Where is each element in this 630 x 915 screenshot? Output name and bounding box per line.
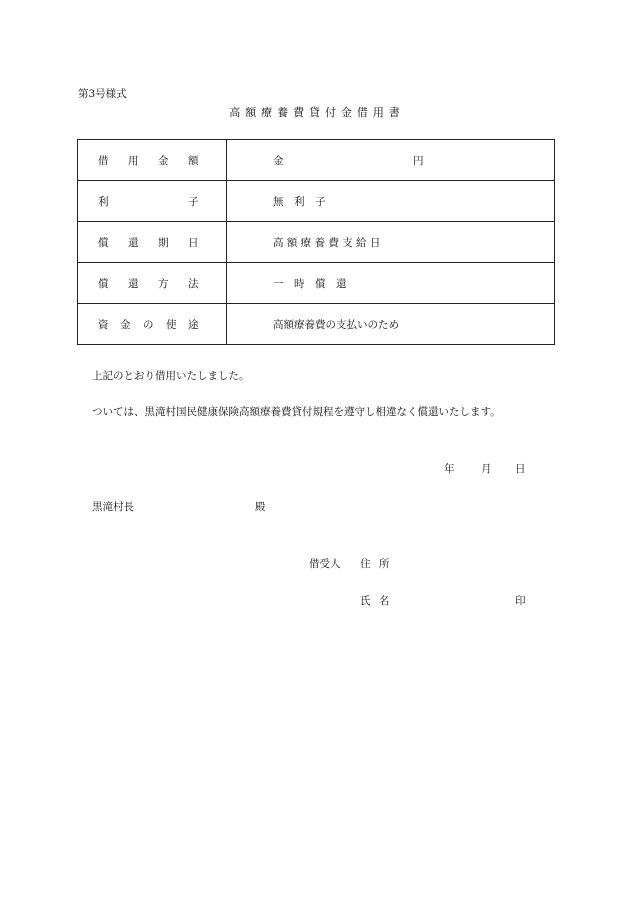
label-char: 法 <box>188 278 199 290</box>
table-row-repayment-method <box>78 263 555 304</box>
value-interest <box>227 181 555 222</box>
label-char: 用 <box>128 155 139 167</box>
table-row-repayment-date <box>78 222 555 263</box>
label-char: 資 <box>98 319 109 331</box>
label-char: 金 <box>158 155 169 167</box>
label-loan-amount <box>78 140 227 181</box>
date-year-label: 年 <box>444 463 455 475</box>
addressee-name: 黒滝村長 <box>92 501 134 513</box>
date-month-label: 月 <box>481 463 492 475</box>
form-number: 第3号様式 <box>78 88 127 100</box>
borrower-label: 借受人 <box>309 558 341 570</box>
value-repayment-method <box>227 263 555 304</box>
name-label: 氏名 <box>360 595 398 607</box>
table-row-fund-purpose <box>78 304 555 345</box>
label-char: 額 <box>188 155 199 167</box>
amount-prefix: 金 <box>273 155 284 167</box>
document-title: 高額療養費貸付金借用書 <box>229 106 405 119</box>
loan-details-table <box>77 139 555 345</box>
label-interest <box>78 181 227 222</box>
address-label: 住所 <box>360 558 398 570</box>
seal-mark: 印 <box>515 595 526 607</box>
label-char: 期 <box>158 237 169 249</box>
label-repayment-method <box>78 263 227 304</box>
statement-line-1: 上記のとおり借用いたしました。 <box>92 370 250 382</box>
table-row-interest <box>78 181 555 222</box>
repayment-method-value: 一 時 償 還 <box>273 278 347 290</box>
label-char: 還 <box>128 278 139 290</box>
label-char: 借 <box>98 155 109 167</box>
value-repayment-date <box>227 222 555 263</box>
label-char: の <box>143 319 154 331</box>
label-char: 利 <box>98 196 109 208</box>
label-char: 途 <box>188 319 199 331</box>
addressee-honorific: 殿 <box>255 501 266 513</box>
label-char: 還 <box>128 237 139 249</box>
repayment-date-value: 高 額 療 養 費 支 給 日 <box>273 237 381 249</box>
date-day-label: 日 <box>515 463 526 475</box>
interest-value: 無 利 子 <box>273 196 326 208</box>
label-char: 償 <box>98 237 109 249</box>
label-char: 方 <box>158 278 169 290</box>
amount-unit: 円 <box>413 155 424 167</box>
label-fund-purpose <box>78 304 227 345</box>
label-char: 子 <box>188 196 199 208</box>
statement-line-2: ついては、黒滝村国民健康保険高額療養費貸付規程を遵守し相違なく償還いたします。 <box>92 406 501 418</box>
label-char: 償 <box>98 278 109 290</box>
table-row-loan-amount <box>78 140 555 181</box>
label-char: 金 <box>120 319 131 331</box>
label-char: 使 <box>166 319 177 331</box>
label-char: 日 <box>188 237 199 249</box>
value-loan-amount <box>227 140 555 181</box>
label-repayment-date <box>78 222 227 263</box>
value-fund-purpose <box>227 304 555 345</box>
fund-purpose-value: 高額療養費の支払いのため <box>273 319 399 331</box>
